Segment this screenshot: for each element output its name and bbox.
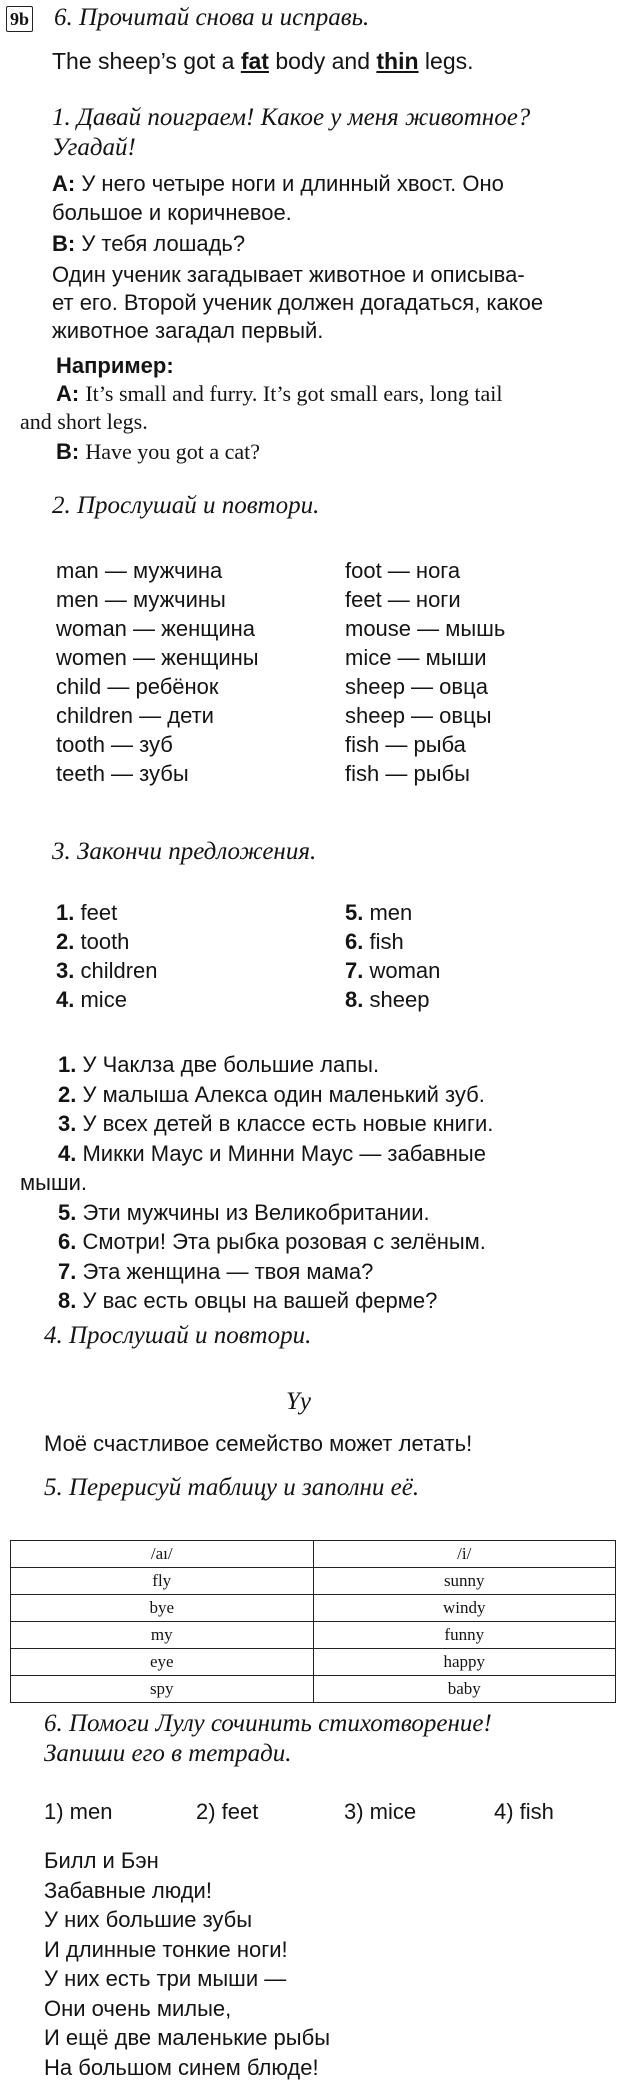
ex1-description-line1: Один ученик загадывает животное и описыва-: [52, 262, 525, 287]
table-header-cell: /aı/: [11, 1541, 314, 1568]
ex4-sentence: Моё счастливое семейство может летать!: [44, 1431, 473, 1456]
table-cell: happy: [313, 1649, 616, 1676]
ex6-answer-1: 1) men: [44, 1799, 113, 1824]
ex3-answers-left: [56, 898, 158, 1014]
poem-line: На большом синем блюде!: [44, 2054, 319, 2080]
vocab-item: woman — женщина: [56, 616, 256, 641]
poem-line: Они очень милые,: [44, 1995, 232, 2021]
vocab-item: teeth — зубы: [56, 761, 189, 786]
ex1-example-b: [56, 438, 260, 466]
translation-line: 3. У всех детей в классе есть новые книги.: [58, 1111, 494, 1136]
table-cell: eye: [11, 1649, 314, 1676]
vocab-item: men — мужчины: [56, 587, 226, 612]
ex6-heading-line2: Запиши его в тетради.: [44, 1740, 292, 1767]
translation-line: мыши.: [20, 1170, 87, 1195]
underlined-word-fat: fat: [240, 48, 269, 74]
example-b-label: B:: [56, 439, 80, 464]
ex1-example-a-cont: and short legs.: [20, 409, 148, 434]
speaker-a-label: А:: [52, 171, 76, 196]
table-row: [11, 1622, 616, 1649]
table-cell: baby: [313, 1676, 616, 1703]
ex3-heading: 3. Закончи предложения.: [52, 838, 317, 865]
sentence-part: The sheep’s got a: [52, 48, 241, 74]
table-row: [11, 1676, 616, 1703]
sounds-table: [10, 1540, 616, 1703]
ex1-description-line3: животное загадал первый.: [52, 318, 324, 343]
table-row: [11, 1649, 616, 1676]
ex5-heading: 5. Перерисуй таблицу и заполни её.: [44, 1474, 420, 1501]
underlined-word-thin: thin: [376, 48, 419, 74]
translation-line: 4. Микки Маус и Минни Маус — забавные: [58, 1140, 486, 1166]
answer-item: 8. sheep: [345, 987, 430, 1012]
table-cell: windy: [313, 1595, 616, 1622]
ex6-top-sentence: [52, 48, 474, 75]
table-cell: spy: [11, 1676, 314, 1703]
table-cell: funny: [313, 1622, 616, 1649]
example-a-text: It’s small and furry. It’s got small ears, long tail: [85, 381, 503, 406]
ex2-vocab-right: [345, 556, 505, 788]
vocab-item: fish — рыба: [345, 732, 466, 757]
ex1-dialog-a: [52, 170, 504, 198]
sentence-part: legs.: [418, 48, 474, 74]
poem-line: Билл и Бэн: [44, 1848, 159, 1873]
ex1-heading-line2: Угадай!: [52, 134, 136, 161]
vocab-item: feet — ноги: [345, 587, 461, 612]
vocab-item: sheep — овцы: [345, 703, 492, 728]
ex4-letter: Yy: [286, 1388, 311, 1415]
speaker-b-label: В:: [52, 231, 76, 256]
translation-line: 6. Смотри! Эта рыбка розовая с зелёным.: [58, 1229, 486, 1254]
vocab-item: child — ребёнок: [56, 674, 219, 699]
vocab-item: mouse — мышь: [345, 616, 506, 641]
answer-item: 3. children: [56, 958, 158, 983]
ex1-example-a: [56, 380, 502, 408]
translation-line: 7. Эта женщина — твоя мама?: [58, 1258, 374, 1284]
answer-item: 5. men: [345, 900, 413, 925]
sentence-part: body and: [268, 48, 377, 74]
translation-line: 1. У Чаклза две большие лапы.: [58, 1052, 380, 1077]
example-a-label: A:: [56, 381, 80, 406]
example-b-text: Have you got a cat?: [85, 439, 261, 464]
ex2-vocab-left: [56, 556, 259, 788]
ex6-answer-4: 4) fish: [494, 1799, 554, 1824]
answer-item: 4. mice: [56, 987, 127, 1012]
ex1-description-line2: ет его. Второй ученик должен догадаться, какое: [52, 290, 544, 315]
vocab-item: children — дети: [56, 703, 214, 728]
translation-line: 2. У малыша Алекса один маленький зуб.: [58, 1081, 485, 1107]
poem-line: И длинные тонкие ноги!: [44, 1936, 288, 1962]
vocab-item: sheep — овца: [345, 674, 488, 699]
vocab-item: man — мужчина: [56, 558, 223, 583]
ex2-heading: 2. Прослушай и повтори.: [52, 492, 320, 519]
table-row: [11, 1595, 616, 1622]
ex1-example-label: Например:: [56, 353, 174, 378]
ex1-dialog-b: [52, 230, 245, 258]
poem-line: У них есть три мыши —: [44, 1966, 287, 1991]
translation-line: 8. У вас есть овцы на вашей ферме?: [58, 1288, 438, 1313]
translation-line: 5. Эти мужчины из Великобритании.: [58, 1199, 430, 1225]
ex1-heading-line1: 1. Давай поиграем! Какое у меня животное?: [52, 104, 531, 131]
table-cell: fly: [11, 1568, 314, 1595]
ex4-heading: 4. Прослушай и повтори.: [44, 1322, 312, 1349]
speaker-a-text: У него четыре ноги и длинный хвост. Оно: [81, 171, 504, 196]
poem-line: Забавные люди!: [44, 1877, 212, 1903]
ex6-heading-line1: 6. Помоги Лулу сочинить стихотворение!: [44, 1710, 492, 1737]
vocab-item: tooth — зуб: [56, 732, 173, 757]
page-badge: 9b: [6, 6, 33, 32]
table-header-row: [11, 1541, 616, 1568]
speaker-b-text: У тебя лошадь?: [81, 231, 246, 256]
answer-item: 7. woman: [345, 958, 441, 983]
ex6-answer-2: 2) feet: [196, 1799, 259, 1824]
ex3-translations: [20, 1050, 494, 1316]
answer-item: 1. feet: [56, 900, 118, 925]
poem-line: И ещё две маленькие рыбы: [44, 2025, 330, 2050]
table-row: [11, 1568, 616, 1595]
table-header-cell: /i/: [313, 1541, 616, 1568]
ex1-dialog-a-cont: большое и коричневое.: [52, 200, 292, 225]
answer-item: 2. tooth: [56, 929, 130, 954]
ex3-answers-right: [345, 898, 440, 1014]
table-cell: bye: [11, 1595, 314, 1622]
poem-line: У них большие зубы: [44, 1907, 253, 1932]
ex6-answer-3: 3) mice: [344, 1799, 417, 1824]
answer-item: 6. fish: [345, 929, 404, 954]
table-cell: my: [11, 1622, 314, 1649]
ex6-top-heading: 6. Прочитай снова и исправь.: [54, 4, 370, 31]
table-cell: sunny: [313, 1568, 616, 1595]
vocab-item: mice — мыши: [345, 645, 487, 670]
vocab-item: women — женщины: [56, 645, 259, 670]
vocab-item: fish — рыбы: [345, 761, 470, 786]
vocab-item: foot — нога: [345, 558, 461, 583]
ex6-poem: [44, 1846, 330, 2082]
